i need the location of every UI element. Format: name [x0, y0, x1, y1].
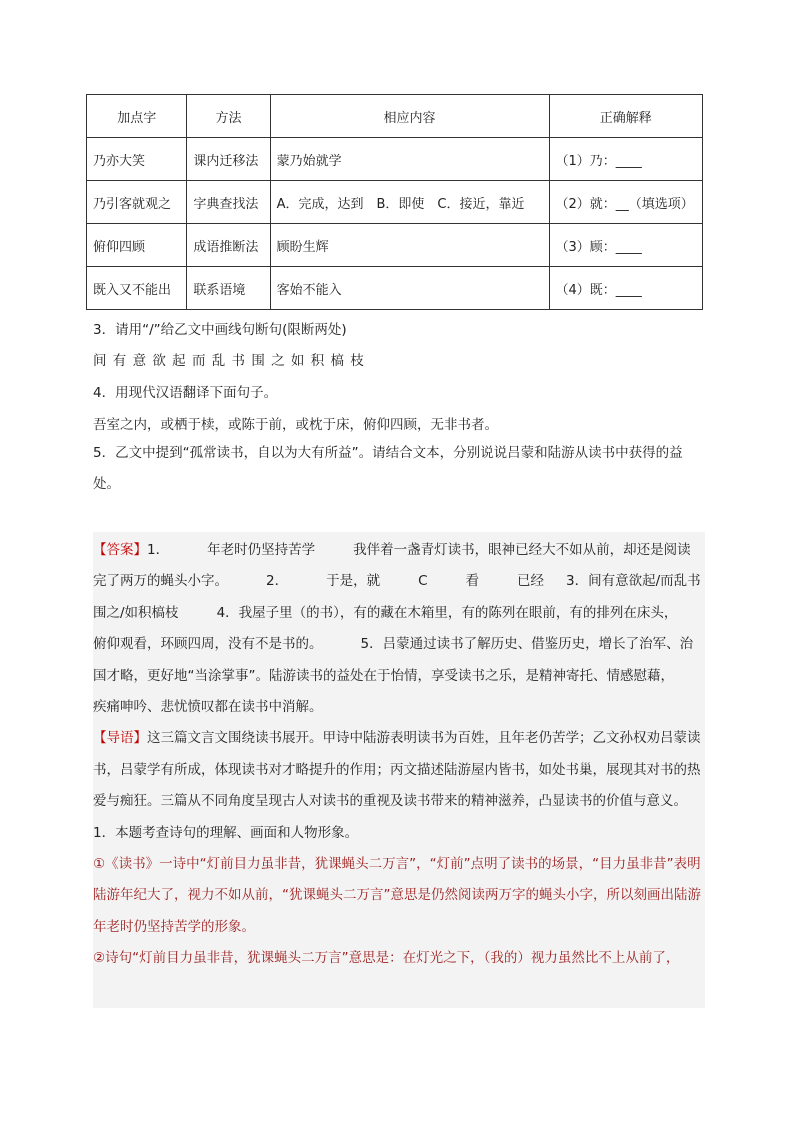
table-cell: 既入又不能出 [87, 267, 187, 310]
explanation-3 [93, 943, 705, 974]
question-3-text: 间 有 意 欲 起 而 乱 书 围 之 如 积 槁 枝 [93, 353, 365, 369]
explanation-text: 《读书》一诗中“灯前目力虽非昔，犹课蝇头二万言”，“灯前”点明了读书的场景，“目力虽非昔”表明陆游年纪大了，视力不如从前，“犹课蝇头二万言”意思是仍然阅读两万字的蝇头小字，所以刻画出陆游年老时仍坚持苦学的形象。 [93, 856, 701, 935]
table-cell: 课内迁移法 [187, 138, 270, 181]
table-row [87, 138, 703, 181]
table-header-cell: 正确解释 [549, 95, 702, 138]
answer-part: 我伴着一盏青灯读书，眼神已经大不如从前，却还是阅读 [353, 542, 691, 558]
table-row [87, 224, 703, 267]
question-5: 5．乙文中提到“孤常读书，自以为大有所益”。请结合文本，分别说说吕蒙和陆游从读书中获得的益处。 [93, 445, 683, 492]
explanation-2 [93, 849, 705, 943]
answer-part: 4．我屋子里（的书），有的藏在木箱里，有的陈列在眼前，有的排列在床头， [216, 604, 678, 621]
answer-part: 1． [147, 542, 170, 558]
answer-part: 年老时仍坚持苦学 [207, 542, 316, 558]
table-header-cell: 方法 [187, 95, 270, 138]
question-3: 3．请用“/”给乙文中画线句断句(限断两处) [93, 322, 347, 338]
table-header-cell: 相应内容 [270, 95, 549, 138]
answer-line [93, 535, 705, 566]
answer-line [93, 566, 705, 597]
table-cell: 字典查找法 [187, 181, 270, 224]
table-cell: 乃引客就观之 [87, 181, 187, 224]
table-cell: 俯仰四顾 [87, 224, 187, 267]
answer-part: 5．吕蒙通过读书了解历史、借鉴历史，增长了治军、治 [360, 636, 694, 653]
circle-number-1: ① [93, 856, 106, 873]
answer-part: C [418, 573, 428, 590]
guide-text: 这三篇文言文围绕读书展开。甲诗中陆游表明读书为百姓，且年老仍苦学；乙文孙权劝吕蒙读书，吕蒙学有所成，体现读书对才略提升的作用；丙文描述陆游屋内皆书，如处书巢，展现其对书的热爱与痴狂。三篇从不同角度呈现古人对读书的重视及读书带来的精神滋养，凸显读书的价值与意义。 [93, 730, 701, 810]
answer-part: 俯仰观看，环顾四周，没有不是书的。 [93, 636, 323, 653]
table-cell: （1）乃：____ [549, 138, 702, 181]
guide-tag: 【导语】 [93, 730, 147, 747]
table-row [87, 267, 703, 310]
guide-paragraph [93, 723, 705, 817]
answer-part: 已经 [517, 573, 545, 590]
question-4-text: 吾室之内，或栖于椟，或陈于前，或枕于床，俯仰四顾，无非书者。 [93, 417, 498, 433]
table-cell: 成语推断法 [187, 224, 270, 267]
answer-line: 国才略，更好地“当涂掌事”。陆游读书的益处在于怡情，享受读书之乐，是精神寄托、情感慰藉， [93, 667, 674, 684]
table-cell: （4）既：____ [549, 267, 702, 310]
table-cell: A．完成，达到 B．即使 C．接近，靠近 [270, 181, 549, 224]
table-row [87, 181, 703, 224]
table-cell: 顾盼生辉 [270, 224, 549, 267]
answer-part: 围之/如积槁枝 [93, 604, 179, 621]
question-4: 4．用现代汉语翻译下面句子。 [93, 385, 278, 401]
answer-part: 于是，就 [326, 573, 381, 590]
answer-line [93, 629, 705, 660]
table-cell: 乃亦大笑 [87, 138, 187, 181]
table-header-row [87, 95, 703, 138]
answer-part: 2． [266, 573, 289, 590]
answer-section [93, 535, 705, 975]
table-header-cell: 加点字 [87, 95, 187, 138]
answer-part: 3．间有意欲起/而乱书 [566, 573, 701, 590]
answer-tag: 【答案】 [93, 542, 147, 558]
table-cell: （3）顾：____ [549, 224, 702, 267]
table-cell: 蒙乃始就学 [270, 138, 549, 181]
table-cell: 客始不能入 [270, 267, 549, 310]
table-cell: （2）就：__（填选项） [549, 181, 702, 224]
vocabulary-table [86, 94, 703, 310]
answer-part: 完了两万的蝇头小字。 [93, 573, 228, 590]
answer-part: 看 [465, 573, 480, 590]
answer-line: 疾痛呻吟、悲忧愤叹都在读书中消解。 [93, 699, 323, 716]
explanation-text: 诗句“灯前目力虽非昔，犹课蝇头二万言”意思是：在灯光之下，（我的）视力虽然比不上从前了， [105, 950, 680, 967]
explanation-1: 1．本题考查诗句的理解、画面和人物形象。 [93, 824, 359, 841]
table-cell: 联系语境 [187, 267, 270, 310]
circle-number-2: ② [93, 950, 106, 967]
answer-line [93, 598, 705, 629]
